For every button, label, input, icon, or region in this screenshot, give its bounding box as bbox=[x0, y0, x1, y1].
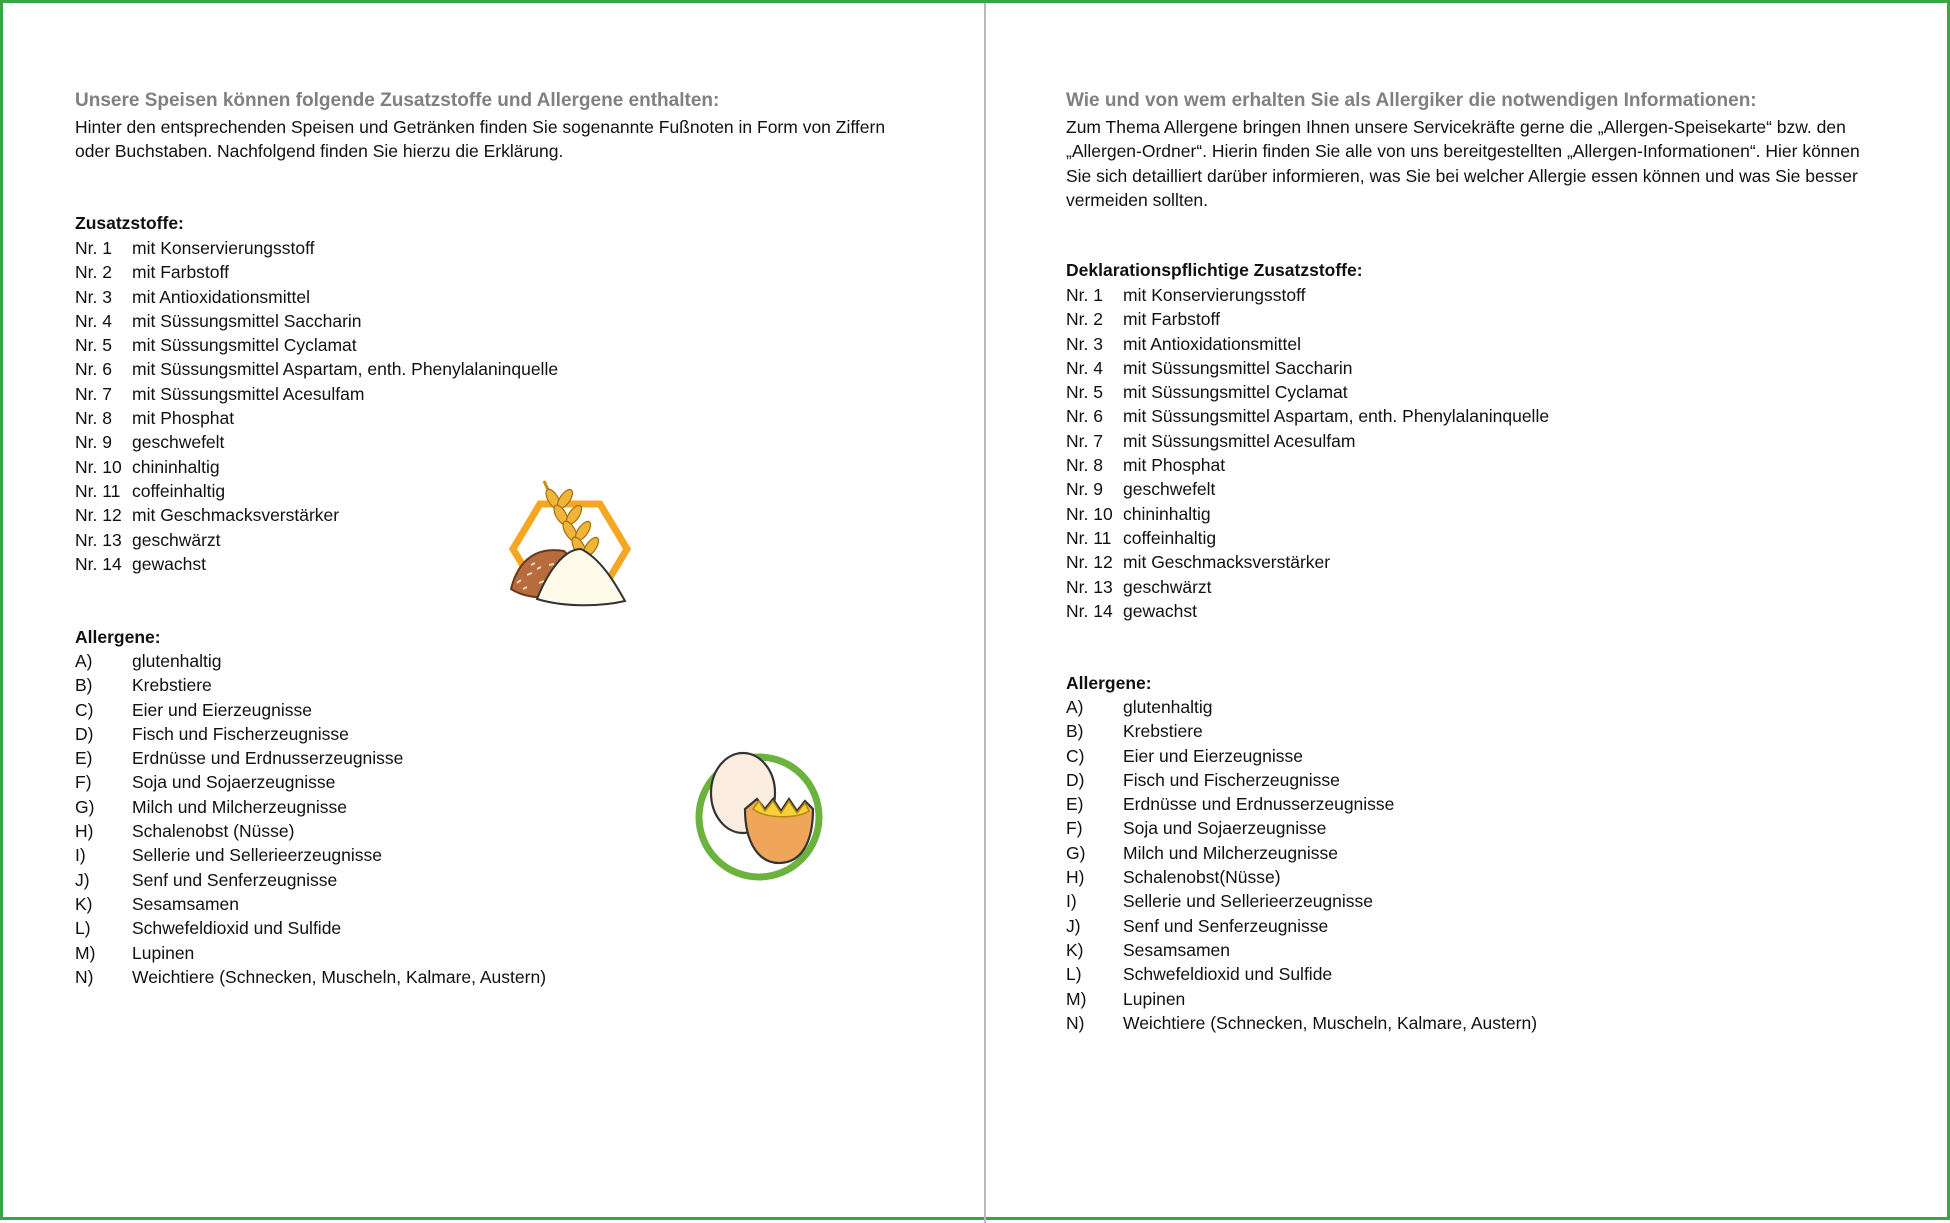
allergen-item bbox=[75, 843, 546, 867]
allergen-item bbox=[75, 698, 546, 722]
additive-item-text: mit Konservierungsstoff bbox=[132, 238, 315, 258]
additive-item-code: Nr. 9 bbox=[1066, 479, 1103, 500]
allergen-item-text: Erdnüsse und Erdnusserzeugnisse bbox=[1123, 794, 1395, 815]
allergen-item-code: K) bbox=[1066, 939, 1084, 960]
additive-item-text: mit Antioxidationsmittel bbox=[1123, 333, 1301, 354]
allergen-item bbox=[1066, 792, 1537, 816]
additive-item-text: mit Süssungsmittel Saccharin bbox=[1123, 357, 1353, 378]
additive-item-text: coffeinhaltig bbox=[132, 480, 226, 501]
allergens-list bbox=[1066, 695, 1537, 1035]
allergen-item-code: K) bbox=[75, 893, 93, 914]
allergen-item-code: H) bbox=[1066, 867, 1085, 888]
allergen-item bbox=[75, 673, 546, 697]
allergen-item-code: B) bbox=[1066, 721, 1084, 742]
allergen-item-text: Fisch und Fischerzeugnisse bbox=[132, 723, 349, 744]
additive-item-text: mit Geschmacksverstärker bbox=[1123, 552, 1331, 573]
additive-item-text: geschwärzt bbox=[132, 529, 221, 550]
allergen-item-code: N) bbox=[75, 966, 94, 987]
page-heading: Wie und von wem erhalten Sie als Allergiker die notwendigen Informationen: bbox=[1066, 90, 1757, 111]
allergen-item bbox=[75, 819, 546, 843]
additives-title: Deklarationspflichtige Zusatzstoffe: bbox=[1066, 260, 1363, 280]
allergen-item-code: J) bbox=[1066, 915, 1081, 936]
additive-item-code: Nr. 14 bbox=[1066, 600, 1113, 621]
additive-item bbox=[75, 406, 558, 430]
allergen-item-code: E) bbox=[75, 748, 93, 769]
intro-line: Sie sich detailliert darüber informieren, was Sie bei welcher Allergie essen können und was Sie besser bbox=[1066, 165, 1858, 186]
allergen-item-text: Eier und Eierzeugnisse bbox=[1123, 745, 1303, 766]
allergen-item-text: Sellerie und Sellerieerzeugnisse bbox=[1123, 891, 1374, 912]
allergen-item bbox=[1066, 914, 1537, 938]
additive-item-code: Nr. 12 bbox=[1066, 552, 1113, 573]
allergen-item-text: Schalenobst (Nüsse) bbox=[132, 821, 295, 842]
allergen-item bbox=[75, 746, 546, 770]
additive-item bbox=[75, 479, 558, 503]
allergen-item bbox=[1066, 841, 1537, 865]
additive-item bbox=[1066, 599, 1549, 623]
additive-item-code: Nr. 6 bbox=[75, 359, 112, 380]
additive-item-code: Nr. 12 bbox=[75, 505, 122, 526]
allergen-item-text: Milch und Milcherzeugnisse bbox=[132, 796, 347, 817]
allergen-item bbox=[1066, 1011, 1537, 1035]
additive-item bbox=[75, 455, 558, 479]
additive-item-text: geschwefelt bbox=[132, 432, 225, 453]
allergens-list bbox=[75, 649, 546, 989]
additive-item-code: Nr. 8 bbox=[75, 408, 112, 429]
additive-item-text: mit Farbstoff bbox=[132, 262, 229, 283]
intro-paragraph bbox=[75, 115, 885, 164]
allergen-item-text: Milch und Milcherzeugnisse bbox=[1123, 842, 1338, 863]
allergen-item-text: Weichtiere (Schnecken, Muscheln, Kalmare, Austern) bbox=[132, 966, 547, 987]
additive-item bbox=[1066, 356, 1549, 380]
allergen-item-text: Eier und Eierzeugnisse bbox=[132, 699, 312, 720]
additive-item-text: mit Farbstoff bbox=[1123, 309, 1220, 330]
additive-item-code: Nr. 4 bbox=[1066, 357, 1103, 378]
allergen-item-code: N) bbox=[1066, 1012, 1085, 1033]
allergen-item-text: Soja und Sojaerzeugnisse bbox=[1123, 818, 1327, 839]
additive-item-text: mit Süssungsmittel Aspartam, enth. Phenylalaninquelle bbox=[1123, 406, 1550, 427]
additive-item-code: Nr. 4 bbox=[75, 310, 112, 331]
additive-item bbox=[75, 285, 558, 309]
allergen-item-text: Lupinen bbox=[1123, 988, 1186, 1009]
allergen-item bbox=[75, 795, 546, 819]
allergen-item bbox=[75, 770, 546, 794]
allergen-item-code: J) bbox=[75, 869, 90, 890]
additive-item-text: chininhaltig bbox=[1123, 503, 1211, 524]
allergen-item bbox=[75, 868, 546, 892]
allergen-item-code: I) bbox=[75, 845, 86, 866]
allergen-item bbox=[1066, 889, 1537, 913]
additive-item bbox=[1066, 526, 1549, 550]
egg-icon bbox=[693, 743, 827, 883]
additive-item bbox=[1066, 502, 1549, 526]
intro-paragraph bbox=[1066, 115, 1860, 212]
additive-item bbox=[75, 333, 558, 357]
additive-item-code: Nr. 7 bbox=[1066, 430, 1103, 451]
allergen-item-text: Erdnüsse und Erdnusserzeugnisse bbox=[132, 748, 404, 769]
additive-item bbox=[1066, 429, 1549, 453]
allergen-item bbox=[75, 941, 546, 965]
allergen-item-text: Weichtiere (Schnecken, Muscheln, Kalmare, Austern) bbox=[1123, 1012, 1538, 1033]
allergen-item-text: Schwefeldioxid und Sulfide bbox=[132, 918, 342, 939]
additive-item bbox=[1066, 380, 1549, 404]
allergen-item-text: Sesamsamen bbox=[132, 893, 239, 914]
additive-item-code: Nr. 11 bbox=[75, 480, 121, 501]
additive-item bbox=[75, 430, 558, 454]
additives-list bbox=[1066, 283, 1549, 623]
allergen-item-code: G) bbox=[1066, 842, 1086, 863]
additive-item-text: mit Süssungsmittel Cyclamat bbox=[132, 335, 357, 356]
additive-item-code: Nr. 8 bbox=[1066, 455, 1103, 476]
additive-item bbox=[75, 357, 558, 381]
additive-item-code: Nr. 1 bbox=[75, 238, 112, 258]
additive-item-code: Nr. 6 bbox=[1066, 406, 1103, 427]
allergen-item bbox=[1066, 962, 1537, 986]
additive-item bbox=[1066, 307, 1549, 331]
intro-line: „Allergen-Ordner“. Hierin finden Sie alle von uns bereitgestellten „Allergen-Informationen“. Hier können bbox=[1066, 141, 1860, 162]
intro-line: Hinter den entsprechenden Speisen und Getränken finden Sie sogenannte Fußnoten in Form von Ziffern bbox=[75, 117, 886, 137]
additive-item bbox=[1066, 283, 1549, 307]
additive-item bbox=[1066, 404, 1549, 428]
additive-item-text: coffeinhaltig bbox=[1123, 527, 1217, 548]
allergen-item bbox=[1066, 768, 1537, 792]
additive-item bbox=[75, 309, 558, 333]
additive-item-code: Nr. 3 bbox=[1066, 333, 1103, 354]
allergen-item-text: Senf und Senferzeugnisse bbox=[132, 869, 338, 890]
additive-item-code: Nr. 13 bbox=[75, 529, 122, 550]
additive-item bbox=[1066, 477, 1549, 501]
additive-item-text: mit Phosphat bbox=[1123, 455, 1226, 476]
additive-item-text: mit Antioxidationsmittel bbox=[132, 286, 310, 307]
additive-item-text: geschwefelt bbox=[1123, 479, 1216, 500]
allergen-item-code: A) bbox=[75, 651, 93, 671]
allergen-item-code: I) bbox=[1066, 891, 1077, 912]
additive-item bbox=[1066, 575, 1549, 599]
allergen-item-code: E) bbox=[1066, 794, 1084, 815]
additive-item-text: mit Süssungsmittel Acesulfam bbox=[132, 383, 365, 404]
additive-item-code: Nr. 11 bbox=[1066, 527, 1112, 548]
additive-item-code: Nr. 1 bbox=[1066, 285, 1103, 305]
additive-item-code: Nr. 10 bbox=[75, 456, 122, 477]
additive-item bbox=[1066, 332, 1549, 356]
allergen-item bbox=[1066, 744, 1537, 768]
page-divider bbox=[984, 3, 986, 1223]
allergen-item-text: glutenhaltig bbox=[1123, 697, 1213, 717]
additive-item-text: chininhaltig bbox=[132, 456, 220, 477]
additive-item-text: mit Süssungsmittel Aspartam, enth. Phenylalaninquelle bbox=[132, 359, 559, 380]
additives-title: Zusatzstoffe: bbox=[75, 213, 184, 233]
allergen-item-code: F) bbox=[75, 772, 92, 793]
allergen-item-text: Krebstiere bbox=[132, 675, 212, 696]
intro-line: oder Buchstaben. Nachfolgend finden Sie hierzu die Erklärung. bbox=[75, 141, 564, 162]
allergen-item-text: Sesamsamen bbox=[1123, 939, 1230, 960]
additive-item-code: Nr. 3 bbox=[75, 286, 112, 307]
allergen-item-code: G) bbox=[75, 796, 95, 817]
additive-item bbox=[75, 382, 558, 406]
allergen-item-code: F) bbox=[1066, 818, 1083, 839]
allergen-item-code: M) bbox=[1066, 988, 1087, 1009]
additive-item bbox=[1066, 550, 1549, 574]
intro-line: vermeiden sollten. bbox=[1066, 189, 1209, 210]
additives-list bbox=[75, 236, 558, 576]
allergen-item-text: Lupinen bbox=[132, 942, 195, 963]
wheat-grain-icon bbox=[509, 479, 639, 615]
additive-item-text: mit Süssungsmittel Saccharin bbox=[132, 310, 362, 331]
allergen-item bbox=[75, 722, 546, 746]
allergen-item-code: D) bbox=[75, 723, 94, 744]
allergen-item-text: Senf und Senferzeugnisse bbox=[1123, 915, 1329, 936]
additive-item-code: Nr. 10 bbox=[1066, 503, 1113, 524]
allergen-item-code: M) bbox=[75, 942, 96, 963]
additive-item-code: Nr. 2 bbox=[1066, 309, 1103, 330]
allergen-item-code: B) bbox=[75, 675, 93, 696]
additive-item bbox=[1066, 453, 1549, 477]
additive-item-text: mit Konservierungsstoff bbox=[1123, 285, 1306, 305]
allergen-item-code: D) bbox=[1066, 769, 1085, 790]
allergen-item-text: glutenhaltig bbox=[132, 651, 222, 671]
additive-item-code: Nr. 2 bbox=[75, 262, 112, 283]
allergen-item bbox=[1066, 719, 1537, 743]
additive-item-text: gewachst bbox=[1123, 600, 1197, 621]
allergen-item bbox=[75, 916, 546, 940]
allergen-item bbox=[1066, 938, 1537, 962]
additive-item bbox=[75, 552, 558, 576]
intro-line: Zum Thema Allergene bringen Ihnen unsere Servicekräfte gerne die „Allergen-Speisekarte“ bzw. den bbox=[1066, 117, 1846, 137]
allergen-item-text: Schalenobst(Nüsse) bbox=[1123, 867, 1281, 888]
additive-item bbox=[75, 260, 558, 284]
allergen-item bbox=[1066, 865, 1537, 889]
allergen-item-code: H) bbox=[75, 821, 94, 842]
allergens-title: Allergene: bbox=[75, 627, 161, 647]
allergen-item-text: Schwefeldioxid und Sulfide bbox=[1123, 964, 1333, 985]
additive-item bbox=[75, 503, 558, 527]
additive-item-text: mit Phosphat bbox=[132, 408, 235, 429]
allergen-item-code: L) bbox=[75, 918, 91, 939]
page-heading: Unsere Speisen können folgende Zusatzstoffe und Allergene enthalten: bbox=[75, 90, 720, 111]
allergen-item-text: Krebstiere bbox=[1123, 721, 1203, 742]
allergen-item bbox=[1066, 987, 1537, 1011]
additive-item-code: Nr. 9 bbox=[75, 432, 112, 453]
additive-item bbox=[75, 236, 558, 260]
additive-item-code: Nr. 14 bbox=[75, 553, 122, 574]
additive-item-text: mit Süssungsmittel Cyclamat bbox=[1123, 382, 1348, 403]
allergen-item bbox=[75, 892, 546, 916]
additive-item-text: geschwärzt bbox=[1123, 576, 1212, 597]
allergen-item-code: L) bbox=[1066, 964, 1082, 985]
allergens-title: Allergene: bbox=[1066, 673, 1152, 693]
allergen-item-code: C) bbox=[1066, 745, 1085, 766]
allergen-item-code: C) bbox=[75, 699, 94, 720]
allergen-item-text: Sellerie und Sellerieerzeugnisse bbox=[132, 845, 383, 866]
allergen-item-code: A) bbox=[1066, 697, 1084, 717]
additive-item-text: mit Süssungsmittel Acesulfam bbox=[1123, 430, 1356, 451]
additive-item-code: Nr. 5 bbox=[75, 335, 112, 356]
allergen-item bbox=[75, 965, 546, 989]
additive-item-code: Nr. 13 bbox=[1066, 576, 1113, 597]
allergen-item-text: Fisch und Fischerzeugnisse bbox=[1123, 769, 1340, 790]
allergen-item bbox=[1066, 816, 1537, 840]
additive-item-code: Nr. 5 bbox=[1066, 382, 1103, 403]
allergen-item bbox=[75, 649, 546, 673]
additive-item-text: gewachst bbox=[132, 553, 206, 574]
additive-item-code: Nr. 7 bbox=[75, 383, 112, 404]
allergen-item-text: Soja und Sojaerzeugnisse bbox=[132, 772, 336, 793]
additive-item bbox=[75, 528, 558, 552]
allergen-item bbox=[1066, 695, 1537, 719]
additive-item-text: mit Geschmacksverstärker bbox=[132, 505, 340, 526]
